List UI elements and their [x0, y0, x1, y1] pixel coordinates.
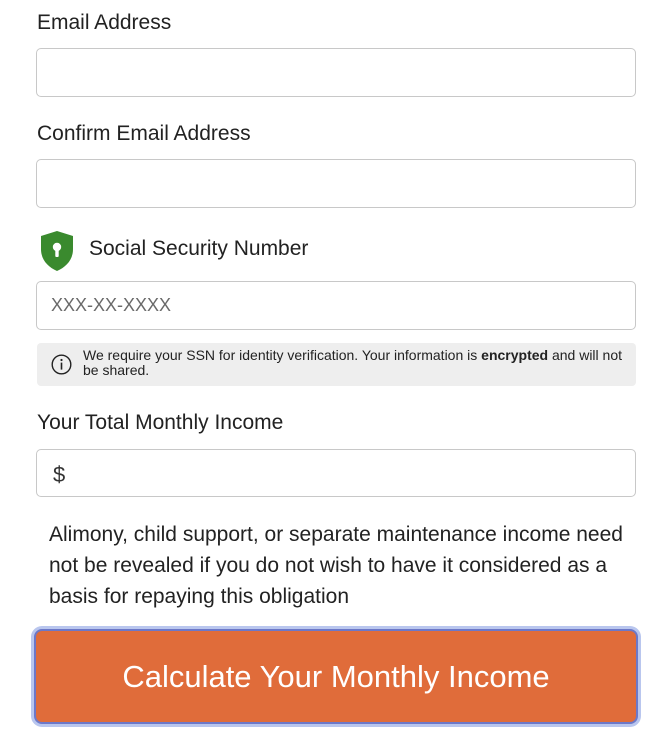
email-field[interactable]	[36, 48, 636, 97]
calculate-income-button[interactable]: Calculate Your Monthly Income	[34, 629, 638, 724]
email-label: Email Address	[37, 11, 172, 34]
confirm-email-field[interactable]	[36, 159, 636, 208]
info-icon	[51, 354, 72, 375]
ssn-label: Social Security Number	[89, 237, 309, 260]
confirm-email-label: Confirm Email Address	[37, 122, 251, 145]
income-label: Your Total Monthly Income	[37, 411, 284, 434]
currency-symbol: $	[53, 462, 66, 487]
income-disclaimer: Alimony, child support, or separate maintenance income need not be revealed if you do not wish to have it considered as a basis for repaying this obligation	[49, 523, 623, 608]
notice-text: We require your SSN for identity verification. Your information is encrypted and will not be shared.	[83, 347, 623, 378]
ssn-notice	[37, 343, 636, 386]
shield-lock-icon	[38, 230, 76, 272]
income-field[interactable]	[36, 449, 636, 497]
ssn-field[interactable]	[36, 281, 636, 330]
income-input[interactable]	[77, 450, 627, 496]
